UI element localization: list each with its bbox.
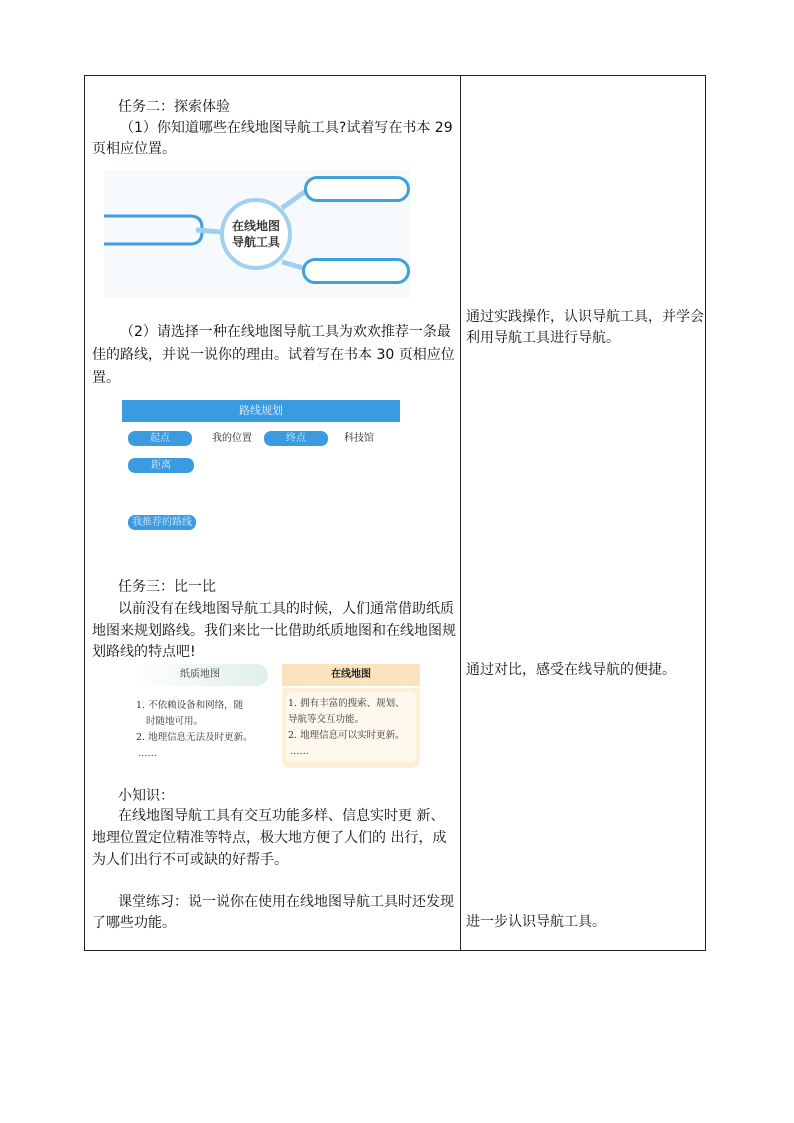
note3: 进一步认识导航工具。 — [466, 914, 606, 930]
task2-q2-line3: 置。 — [92, 370, 120, 386]
task2-q2-line2: 佳的路线，并说一说你的理由。试着写在书本 30 页相应位 — [92, 347, 455, 363]
route-recommend-button: 我推荐的路线 — [128, 515, 196, 530]
task3-line3: 划路线的特点吧! — [92, 644, 196, 660]
route-start-button: 起点 — [128, 431, 192, 446]
route-start-value: 我的位置 — [212, 433, 252, 444]
mindmap-blank-top — [304, 176, 410, 202]
paper-map-line4: …… — [138, 748, 157, 759]
left-branch — [104, 216, 202, 244]
online-map-card — [282, 688, 420, 768]
note1-line1: 通过实践操作，认识导航工具，并学会 — [466, 309, 704, 325]
route-title: 路线规划 — [122, 400, 400, 422]
online-map-line1: 1. 拥有丰富的搜索、规划、 — [288, 698, 405, 709]
task3-title: 任务三：比一比 — [118, 579, 216, 595]
task2-q1-line2: 页相应位置。 — [92, 141, 176, 157]
online-map-line3: 2. 地理信息可以实时更新。 — [288, 730, 405, 741]
note1-line2: 利用导航工具进行导航。 — [466, 330, 620, 346]
task3-line2: 地图来规划路线。我们来比一比借助纸质地图和在线地图规 — [92, 623, 456, 639]
task3-line1: 以前没有在线地图导航工具的时候，人们通常借助纸质 — [118, 601, 454, 617]
column-divider — [460, 75, 461, 951]
practice-line2: 了哪些功能。 — [92, 915, 176, 931]
paper-map-title: 纸质地图 — [132, 664, 268, 686]
paper-map-body — [136, 698, 253, 762]
tip-line1: 在线地图导航工具有交互功能多样、信息实时更 新、 — [118, 808, 445, 824]
note2: 通过对比，感受在线导航的便捷。 — [466, 662, 676, 678]
online-map-line4: …… — [290, 746, 309, 757]
online-map-body — [288, 696, 405, 760]
tip-line3: 为人们出行不可或缺的好帮手。 — [92, 852, 288, 868]
mindmap-figure — [104, 170, 410, 298]
online-map-title: 在线地图 — [282, 664, 420, 686]
mindmap-center: 在线地图 导航工具 — [220, 198, 292, 270]
practice-line1: 课堂练习：说一说你在使用在线地图导航工具时还发现 — [118, 894, 454, 910]
task2-q1-line1: （1）你知道哪些在线地图导航工具?试着写在书本 29 — [120, 120, 453, 136]
paper-map-line1: 1. 不依赖设备和网络，随 — [136, 700, 244, 711]
route-end-button: 终点 — [264, 431, 328, 446]
task2-title: 任务二：探索体验 — [118, 99, 230, 115]
route-planner-figure — [122, 400, 406, 544]
task2-q2-line1: （2）请选择一种在线地图导航工具为欢欢推荐一条最 — [120, 324, 451, 340]
paper-map-line2: 时随地可用。 — [146, 716, 204, 727]
left-connector — [196, 230, 222, 232]
tip-line2: 地理位置定位精准等特点，极大地方便了人们的 出行，成 — [92, 830, 447, 846]
route-distance-button: 距离 — [128, 458, 194, 473]
paper-map-line3: 2. 地理信息无法及时更新。 — [136, 732, 253, 743]
mindmap-blank-bottom — [302, 258, 410, 284]
route-end-value: 科技馆 — [344, 433, 374, 444]
online-map-line2: 导航等交互功能。 — [288, 714, 365, 725]
tip-title: 小知识： — [118, 788, 174, 804]
